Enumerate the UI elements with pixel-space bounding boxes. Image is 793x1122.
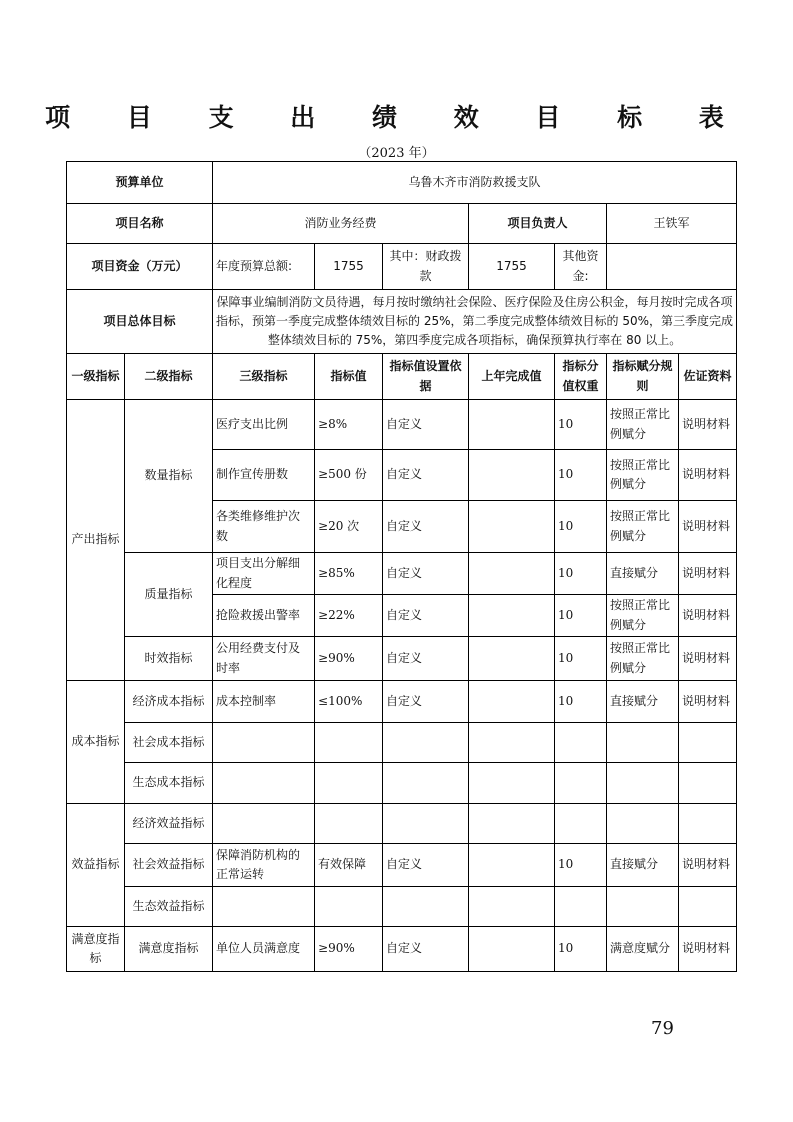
value-cell: ≥22% xyxy=(315,595,383,637)
budget-unit-value: 乌鲁木齐市消防救援支队 xyxy=(213,162,737,204)
evidence-cell: 说明材料 xyxy=(679,844,737,887)
annual-budget-value: 1755 xyxy=(315,244,383,290)
header-value: 指标值 xyxy=(315,354,383,400)
level3-cell: 项目支出分解细化程度 xyxy=(213,553,315,595)
project-name-label: 项目名称 xyxy=(67,204,213,244)
page-number: 79 xyxy=(651,1018,674,1039)
weight-cell: 10 xyxy=(555,681,607,723)
level2-econ-cost: 经济成本指标 xyxy=(125,681,213,723)
header-level3: 三级指标 xyxy=(213,354,315,400)
prev-cell xyxy=(469,844,555,887)
value-cell: ≥20 次 xyxy=(315,501,383,553)
evidence-cell: 说明材料 xyxy=(679,637,737,681)
table-row xyxy=(67,400,737,450)
prev-cell xyxy=(469,637,555,681)
level3-cell: 保障消防机构的正常运转 xyxy=(213,844,315,887)
rule-cell: 按照正常比例赋分 xyxy=(607,595,679,637)
table-row xyxy=(67,763,737,804)
level2-social-cost: 社会成本指标 xyxy=(125,723,213,763)
annual-budget-label: 年度预算总额: xyxy=(213,244,315,290)
weight-cell: 10 xyxy=(555,501,607,553)
header-evidence: 佐证资料 xyxy=(679,354,737,400)
prev-cell xyxy=(469,595,555,637)
performance-table xyxy=(66,161,737,972)
table-row xyxy=(67,887,737,927)
table-row xyxy=(67,681,737,723)
basis-cell: 自定义 xyxy=(383,637,469,681)
value-cell: ≥8% xyxy=(315,400,383,450)
header-rule: 指标赋分规则 xyxy=(607,354,679,400)
value-cell: ≥90% xyxy=(315,927,383,972)
header-level1: 一级指标 xyxy=(67,354,125,400)
header-prev: 上年完成值 xyxy=(469,354,555,400)
group-satisfaction: 满意度指标 xyxy=(67,927,125,972)
prev-cell xyxy=(469,681,555,723)
project-leader-label: 项目负责人 xyxy=(469,204,607,244)
evidence-cell: 说明材料 xyxy=(679,450,737,501)
header-basis: 指标值设置依据 xyxy=(383,354,469,400)
level2-satisfaction: 满意度指标 xyxy=(125,927,213,972)
weight-cell: 10 xyxy=(555,927,607,972)
basis-cell: 自定义 xyxy=(383,844,469,887)
weight-cell: 10 xyxy=(555,844,607,887)
group-cost: 成本指标 xyxy=(67,681,125,804)
table-row xyxy=(67,723,737,763)
fiscal-label: 其中：财政拨款 xyxy=(383,244,469,290)
value-cell: 有效保障 xyxy=(315,844,383,887)
table-row xyxy=(67,844,737,887)
group-output: 产出指标 xyxy=(67,400,125,681)
level3-cell: 公用经费支付及时率 xyxy=(213,637,315,681)
fiscal-value: 1755 xyxy=(469,244,555,290)
level2-social-benefit: 社会效益指标 xyxy=(125,844,213,887)
prev-cell xyxy=(469,400,555,450)
rule-cell: 按照正常比例赋分 xyxy=(607,450,679,501)
rule-cell: 直接赋分 xyxy=(607,553,679,595)
table-row xyxy=(67,637,737,681)
value-cell: ≥500 份 xyxy=(315,450,383,501)
basis-cell: 自定义 xyxy=(383,501,469,553)
level2-timeliness: 时效指标 xyxy=(125,637,213,681)
table-row xyxy=(67,927,737,972)
page-title: 项 目 支 出 绩 效 目 标 表 xyxy=(45,103,748,132)
level3-cell: 成本控制率 xyxy=(213,681,315,723)
rule-cell: 按照正常比例赋分 xyxy=(607,637,679,681)
weight-cell: 10 xyxy=(555,450,607,501)
evidence-cell: 说明材料 xyxy=(679,400,737,450)
other-funds-label: 其他资金: xyxy=(555,244,607,290)
level3-cell: 单位人员满意度 xyxy=(213,927,315,972)
level2-econ-benefit: 经济效益指标 xyxy=(125,804,213,844)
group-benefit: 效益指标 xyxy=(67,804,125,927)
prev-cell xyxy=(469,501,555,553)
value-cell: ≤100% xyxy=(315,681,383,723)
rule-cell: 按照正常比例赋分 xyxy=(607,501,679,553)
budget-unit-label: 预算单位 xyxy=(67,162,213,204)
header-level2: 二级指标 xyxy=(125,354,213,400)
basis-cell: 自定义 xyxy=(383,681,469,723)
evidence-cell: 说明材料 xyxy=(679,681,737,723)
level2-quality: 质量指标 xyxy=(125,553,213,637)
weight-cell: 10 xyxy=(555,637,607,681)
value-cell: ≥90% xyxy=(315,637,383,681)
level2-quantity: 数量指标 xyxy=(125,400,213,553)
level3-cell: 制作宣传册数 xyxy=(213,450,315,501)
table-row xyxy=(67,553,737,595)
year-subtitle: （2023 年） xyxy=(358,146,435,161)
basis-cell: 自定义 xyxy=(383,400,469,450)
evidence-cell: 说明材料 xyxy=(679,501,737,553)
level2-eco-benefit: 生态效益指标 xyxy=(125,887,213,927)
other-funds-value xyxy=(607,244,737,290)
objective-label: 项目总体目标 xyxy=(67,290,213,354)
level3-cell: 医疗支出比例 xyxy=(213,400,315,450)
funds-label: 项目资金（万元） xyxy=(67,244,213,290)
evidence-cell: 说明材料 xyxy=(679,927,737,972)
basis-cell: 自定义 xyxy=(383,595,469,637)
table-row xyxy=(67,804,737,844)
weight-cell: 10 xyxy=(555,400,607,450)
level3-cell: 抢险救援出警率 xyxy=(213,595,315,637)
project-name-value: 消防业务经费 xyxy=(213,204,469,244)
prev-cell xyxy=(469,553,555,595)
weight-cell: 10 xyxy=(555,595,607,637)
basis-cell: 自定义 xyxy=(383,553,469,595)
rule-cell: 直接赋分 xyxy=(607,681,679,723)
basis-cell: 自定义 xyxy=(383,927,469,972)
value-cell: ≥85% xyxy=(315,553,383,595)
rule-cell: 按照正常比例赋分 xyxy=(607,400,679,450)
rule-cell: 满意度赋分 xyxy=(607,927,679,972)
evidence-cell: 说明材料 xyxy=(679,553,737,595)
objective-text: 保障事业编制消防文员待遇，每月按时缴纳社会保险、医疗保险及住房公积金，每月按时完成各项指标，预第一季度完成整体绩效目标的 25%，第二季度完成整体绩效目标的 50%，第三季度完成整体绩效目标的 75%，第四季度完成各项指标，确保预算执行率在 80 以上。 xyxy=(213,290,737,354)
rule-cell: 直接赋分 xyxy=(607,844,679,887)
basis-cell: 自定义 xyxy=(383,450,469,501)
level3-cell: 各类维修维护次数 xyxy=(213,501,315,553)
level2-eco-cost: 生态成本指标 xyxy=(125,763,213,804)
weight-cell: 10 xyxy=(555,553,607,595)
prev-cell xyxy=(469,927,555,972)
evidence-cell: 说明材料 xyxy=(679,595,737,637)
project-leader-value: 王铁军 xyxy=(607,204,737,244)
prev-cell xyxy=(469,450,555,501)
header-weight: 指标分值权重 xyxy=(555,354,607,400)
